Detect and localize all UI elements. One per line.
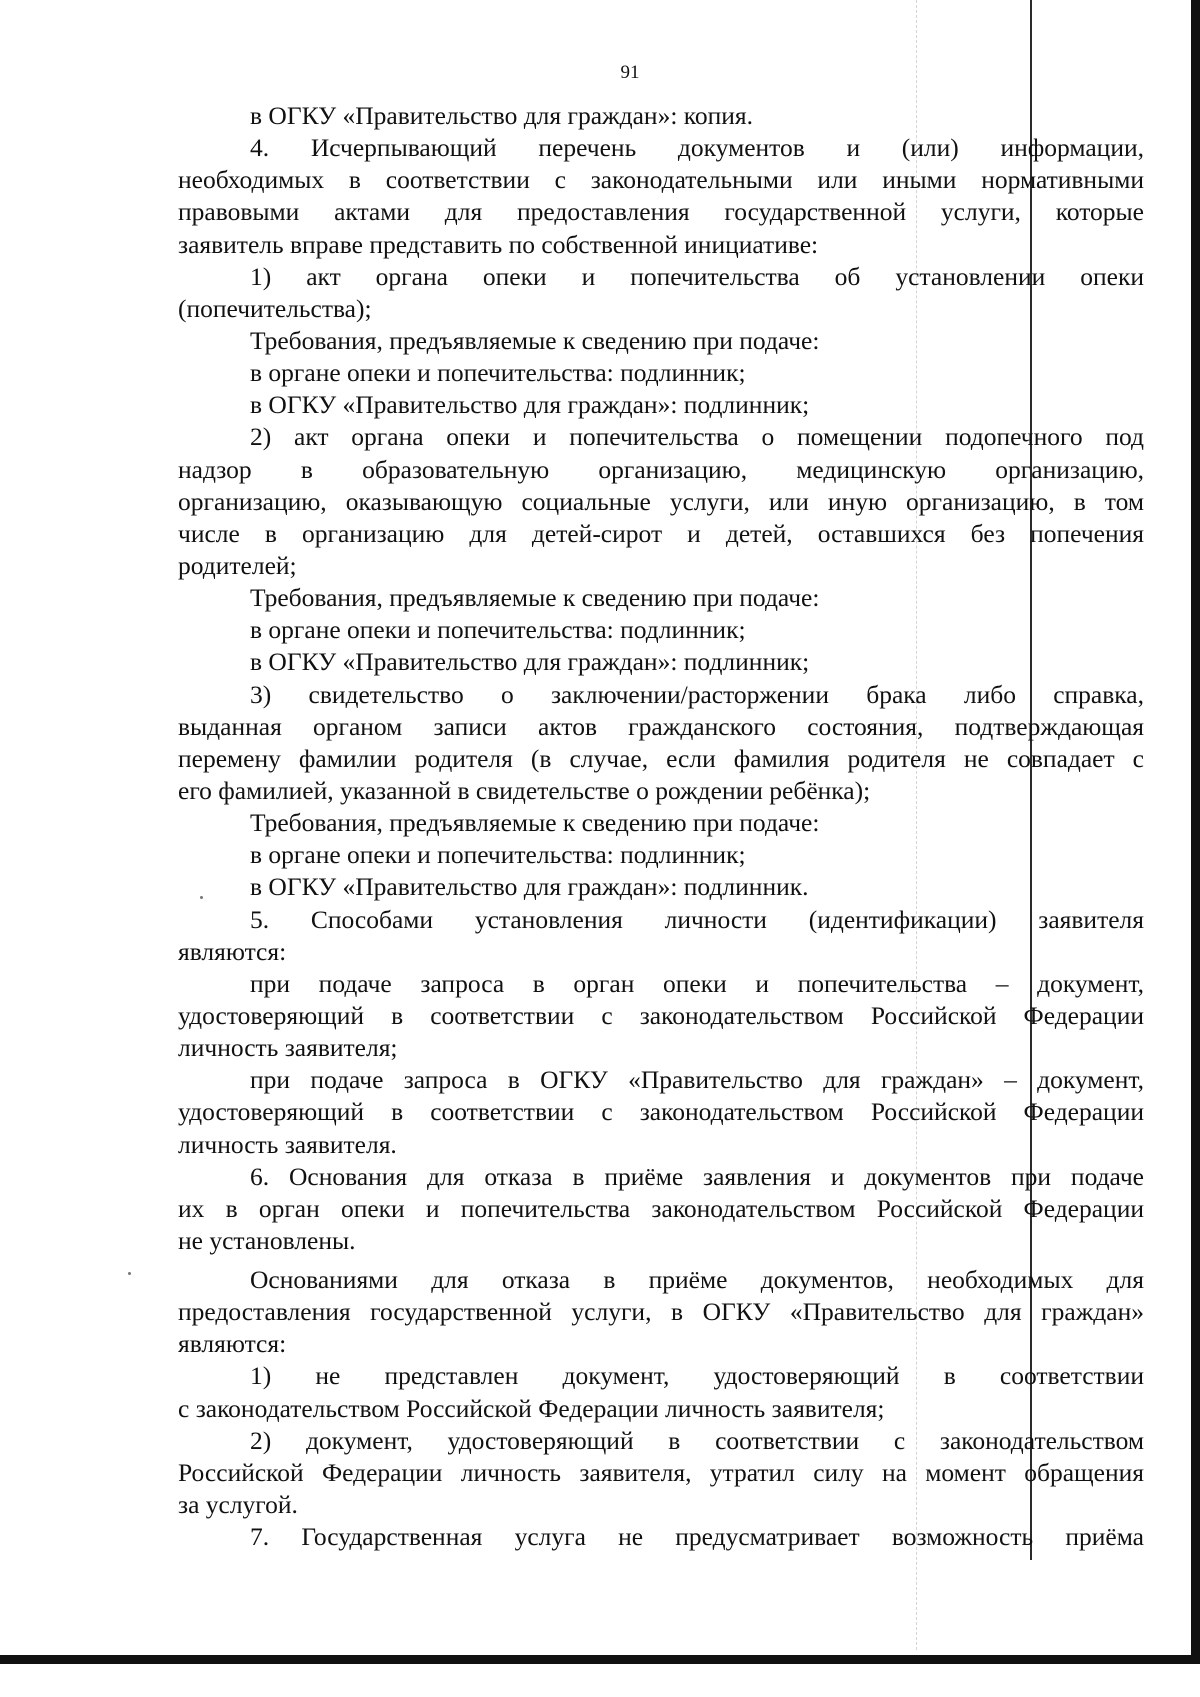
text-line: являются: (178, 1329, 287, 1359)
scan-border (1191, 0, 1200, 1664)
text-line: в органе опеки и попечительства: подлинник; (250, 358, 746, 388)
text-line: при подаче запроса в ОГКУ «Правительство для граждан» – документ, (250, 1065, 1144, 1095)
text-line: необходимых в соответствии с законодательными или иными нормативными (178, 165, 1144, 195)
text-line: в ОГКУ «Правительство для граждан»: копия. (250, 101, 754, 130)
text-line: Основаниями для отказа в приёме документов, необходимых для (250, 1265, 1144, 1295)
text-line: в ОГКУ «Правительство для граждан»: подлинник; (250, 647, 810, 677)
text-line: за услугой. (178, 1490, 298, 1520)
document-body (178, 100, 1144, 1553)
text-line: (попечительства); (178, 293, 372, 323)
text-line: его фамилией, указанной в свидетельстве о рождении ребёнка); (178, 775, 871, 805)
text-line: Требования, предъявляемые к сведению при подаче: (250, 808, 820, 838)
text-line: 6. Основания для отказа в приёме заявления и документов при подаче (250, 1161, 1144, 1191)
text-line: заявитель вправе представить по собственной инициативе: (178, 229, 819, 259)
text-line: являются: (178, 936, 287, 966)
text-line: выданная органом записи актов гражданского состояния, подтверждающая (178, 711, 1144, 741)
text-line: 4. Исчерпывающий перечень документов и (или) информации, (250, 133, 1144, 163)
text-line: Российской Федерации личность заявителя, утратил силу на момент обращения (178, 1457, 1144, 1487)
text-line: Требования, предъявляемые к сведению при подаче: (250, 325, 820, 355)
text-line: перемену фамилии родителя (в случае, если фамилия родителя не совпадает с (178, 743, 1144, 773)
text-line: в органе опеки и попечительства: подлинник; (250, 840, 746, 870)
text-line: 1) не представлен документ, удостоверяющий в соответствии (250, 1361, 1144, 1391)
text-line: при подаче запроса в орган опеки и попечительства – документ, (250, 968, 1144, 998)
text-line: Требования, предъявляемые к сведению при подаче: (250, 583, 820, 613)
text-line: 2) документ, удостоверяющий в соответствии с законодательством (250, 1425, 1144, 1455)
text-line: не установлены. (178, 1225, 356, 1255)
text-line: личность заявителя. (178, 1129, 397, 1159)
text-line: удостоверяющий в соответствии с законодательством Российской Федерации (178, 1000, 1144, 1030)
text-line: личность заявителя; (178, 1033, 398, 1063)
text-line: родителей; (178, 550, 297, 580)
text-line: 5. Способами установления личности (идентификации) заявителя (250, 904, 1144, 934)
text-line: правовыми актами для предоставления государственной услуги, которые (178, 197, 1144, 227)
scan-speck (128, 1272, 131, 1275)
text-line: 1) акт органа опеки и попечительства об установлении опеки (250, 261, 1144, 291)
scan-speck (200, 896, 203, 899)
page-number: 91 (620, 62, 640, 83)
text-line: с законодательством Российской Федерации личность заявителя; (178, 1393, 885, 1423)
text-line: организацию, оказывающую социальные услуги, или иную организацию, в том (178, 486, 1144, 516)
scan-border (0, 1655, 1200, 1664)
text-line: в ОГКУ «Правительство для граждан»: подлинник. (250, 872, 809, 902)
text-line: их в орган опеки и попечительства законодательством Российской Федерации (178, 1193, 1144, 1223)
text-line: 2) акт органа опеки и попечительства о помещении подопечного под (250, 422, 1144, 452)
text-line: числе в организацию для детей-сирот и детей, оставшихся без попечения (178, 518, 1144, 548)
text-line: в органе опеки и попечительства: подлинник; (250, 615, 746, 645)
text-line: удостоверяющий в соответствии с законодательством Российской Федерации (178, 1097, 1144, 1127)
text-line: в ОГКУ «Правительство для граждан»: подлинник; (250, 390, 810, 420)
text-line: надзор в образовательную организацию, медицинскую организацию, (178, 454, 1144, 484)
text-line: 7. Государственная услуга не предусматривает возможность приёма (250, 1522, 1144, 1552)
text-line: 3) свидетельство о заключении/расторжении брака либо справка, (250, 679, 1144, 709)
text-line: предоставления государственной услуги, в ОГКУ «Правительство для граждан» (178, 1297, 1144, 1327)
